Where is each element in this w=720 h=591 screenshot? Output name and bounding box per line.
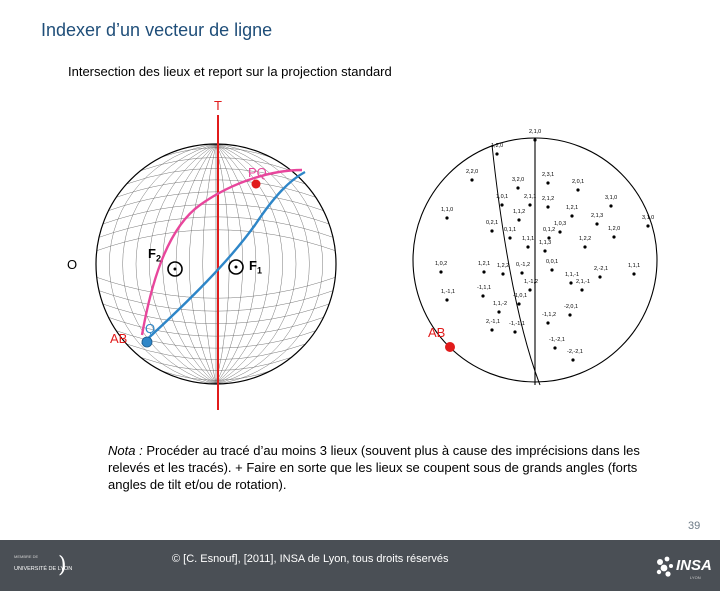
pole-dot [612,235,615,238]
pole-dot [490,328,493,331]
pq-marker [252,180,261,189]
f2-letter: F [148,246,156,261]
pole-dot [528,203,531,206]
pole-label: -1,-1,1 [509,321,525,327]
pole-dot [445,298,448,301]
pole-dot [500,203,503,206]
pole-dot [550,268,553,271]
pole-dot [632,272,635,275]
pole-label: 1,1,2 [513,209,526,215]
f2-subscript: 2 [155,253,161,264]
pole-label: 2,2,0 [466,169,479,175]
pole-dot [553,346,556,349]
pole-label: 2,-1,1 [486,319,501,325]
pole-label: 2,3,1 [542,172,555,178]
copyright-text: © [C. Esnouf], [2011], INSA de Lyon, tous droits réservés [172,553,449,565]
pole-label: 1,2,1 [566,205,579,211]
pole-dot [646,224,649,227]
pole-label: 2,0,1 [572,179,585,185]
pole-dot [495,152,498,155]
pole-label: -2,0,1 [564,304,579,310]
pole-label: -1,1,2 [542,312,557,318]
pole-label: 3,2,0 [512,177,525,183]
pole-dot [598,275,601,278]
pole-label: 1,1,-1 [565,272,580,278]
pole-label: 2,1,1 [524,194,537,200]
slide-subtitle: Intersection des lieux et report sur la projection standard [68,64,392,79]
pole-label: 1,2,0 [491,143,504,149]
pole-label: 1,-1,1 [441,289,456,295]
universite-small-text: MEMBRE DE [14,554,39,559]
pole-label: 1,2,0 [608,226,621,232]
pole-dot [583,245,586,248]
pole-dot [482,270,485,273]
pole-label: 1,0,1 [496,194,509,200]
pole-dot [470,178,473,181]
ab-label-left: AB [110,331,128,346]
pole-dot [533,138,536,141]
f1-subscript: 1 [256,265,262,276]
pole-dot [520,271,523,274]
pole-label: -1,0,1 [513,293,528,299]
universite-brace-icon: ) [58,553,67,578]
pole-dot [546,181,549,184]
pole-label: 2,1,2 [542,196,555,202]
universite-name: UNIVERSITÉ DE LYON [14,566,73,572]
pole-label: 0,0,1 [546,259,559,265]
f1-center-dot [235,266,238,269]
ab-marker [142,337,152,347]
pole-label: 1,1,0 [441,207,454,213]
pole-dot [517,302,520,305]
pole-dot [501,272,504,275]
pole-label: 0,-1,2 [516,262,531,268]
pole-label: 1,-1,2 [524,279,539,285]
pole-label: 2,1,-1 [576,279,591,285]
pole-label: 1,1,3 [539,240,552,246]
note-text: Procéder au tracé d’au moins 3 lieux (souvent plus à cause des imprécisions dans les relevés et les tracés). + Faire en sorte que les lieux se coupent sous de grands angles (forts angles de tilt et/ou de rotation). [108,443,640,492]
pole-dot [513,330,516,333]
pole-dot [580,288,583,291]
universite-de-lyon-logo [14,550,74,582]
insa-sub: LYON [690,575,701,580]
t-axis-label: T [214,98,222,113]
pole-dot [528,288,531,291]
pole-dot [508,236,511,239]
insa-name: INSA [676,557,712,574]
pole-label: 2,1,3 [591,213,604,219]
pole-label: 0,1,2 [543,227,556,233]
pole-dot [569,281,572,284]
f2-label [148,246,161,264]
pole-label: 1,2,2 [579,236,592,242]
pole-label: 1,2,1 [478,261,491,267]
page-number: 39 [688,520,701,532]
pole-dot [576,188,579,191]
pole-label: 2,1,0 [529,129,542,135]
pole-dot [595,222,598,225]
note-intro: Nota : [108,443,143,458]
insa-star-icon [654,554,676,580]
pole-dot [526,245,529,248]
pole-label: 0,1,1 [504,227,517,233]
blue-locus-trace [142,172,305,344]
ab-label-right: AB [428,325,446,340]
pole-dot [516,186,519,189]
pole-label: 1,0,2 [435,261,448,267]
pole-label: 1,1,1 [522,236,535,242]
pole-dot [439,270,442,273]
pole-dot [571,358,574,361]
insa-logo [654,554,714,584]
pole-label: 2,-2,1 [594,266,609,272]
pole-dot [558,230,561,233]
wulff-net-grid [97,144,336,384]
pole-dot [543,249,546,252]
pole-dot [497,310,500,313]
pole-dot [517,218,520,221]
pq-label: PQ [248,165,267,180]
pole-label: -1,1,1 [477,285,492,291]
pole-label: 3,1,0 [605,195,618,201]
pole-label: 1,0,3 [554,221,567,227]
pole-dot [570,214,573,217]
pole-dot [490,229,493,232]
pole-dot [568,313,571,316]
slide-title: Indexer d’un vecteur de ligne [41,20,273,40]
projection-ab-marker [445,342,455,352]
footer-bar [0,540,720,591]
pole-label: 1,1,-2 [493,301,508,307]
pole-dot [481,294,484,297]
pole-dot [609,204,612,207]
pole-dot [546,321,549,324]
f2-center-dot [174,268,177,271]
pole-label: 1,1,1 [628,263,641,269]
pole-label: -2,-2,1 [567,349,583,355]
pole-dot [546,205,549,208]
pole-label: 1,2,2 [497,263,510,269]
note-paragraph [108,442,648,493]
f1-label [249,258,262,276]
o-label: O [67,257,78,272]
pole-label: 0,2,1 [486,220,499,226]
pole-label: 3,1,0 [642,215,655,221]
pole-label: -1,-2,1 [549,337,565,343]
f1-letter: F [249,258,257,273]
pole-dot [445,216,448,219]
q-label: Q [145,321,156,336]
